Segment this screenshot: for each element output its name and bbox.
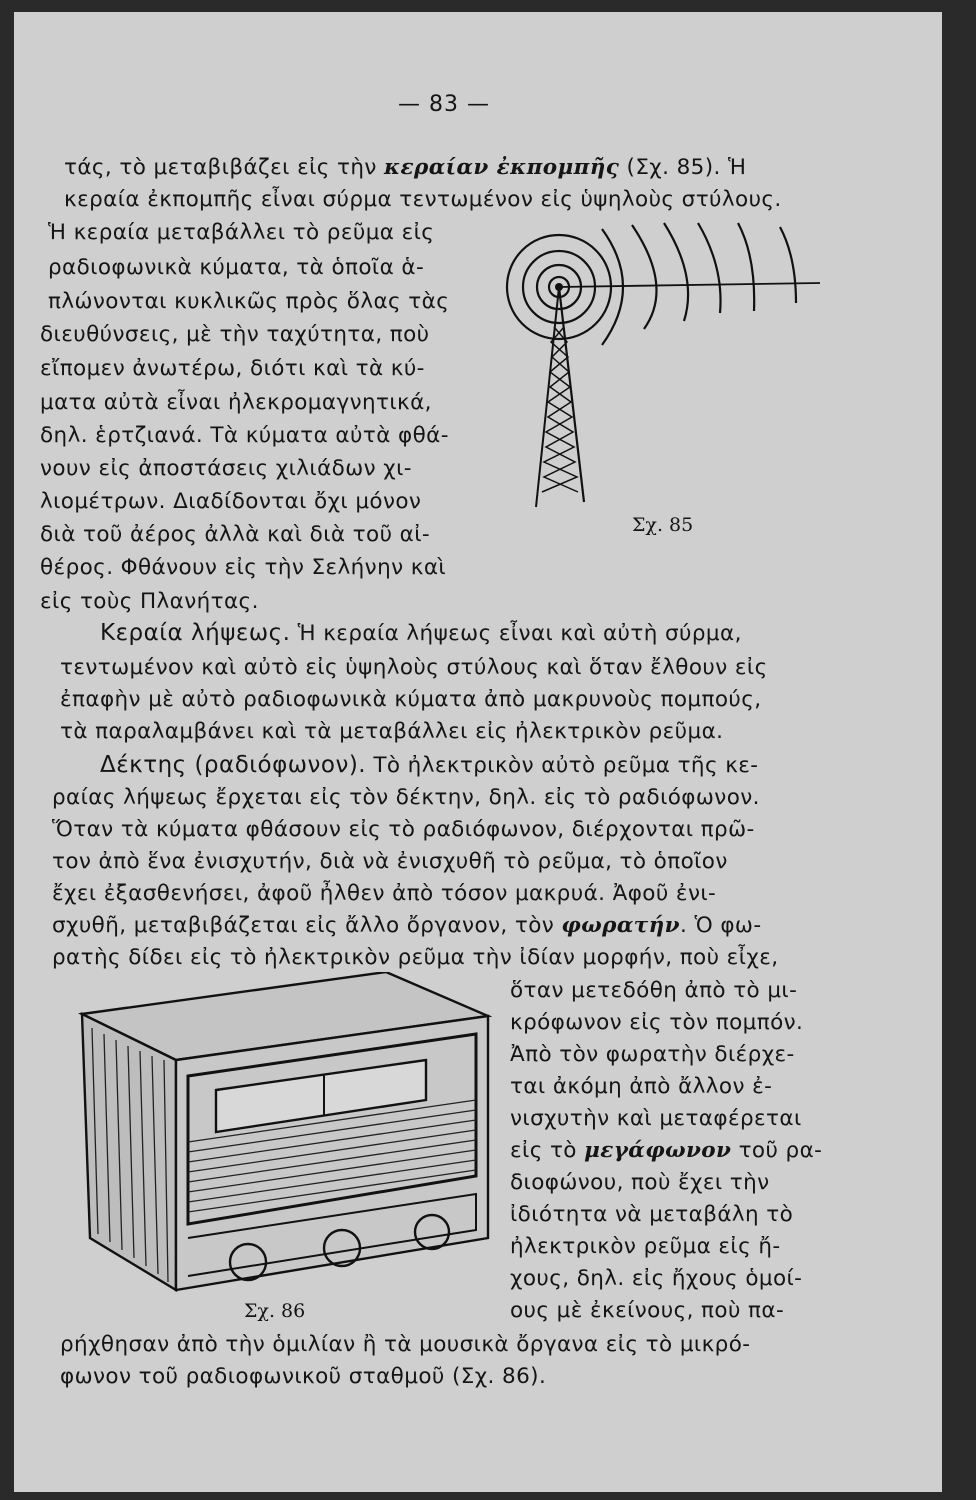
wave-arc xyxy=(698,223,721,313)
term-transmit-antenna: κεραίαν ἐκπομπῆς xyxy=(384,155,620,180)
text-line: δηλ. ἑρτζιανά. Τὰ κύματα αὐτὰ φθά- xyxy=(40,423,449,448)
text-segment: . Ὁ φω- xyxy=(680,913,762,938)
text-line: πλώνονται κυκλικῶς πρὸς ὅλας τὰς xyxy=(48,289,450,314)
text-line: λιομέτρων. Διαδίδονται ὄχι μόνον xyxy=(40,489,422,514)
term-detector: φωρατήν xyxy=(561,913,681,938)
text-line: χους, δηλ. εἰς ἤχους ὁμοί- xyxy=(510,1266,803,1291)
text-line: ὅταν μετεδόθη ἀπὸ τὸ μι- xyxy=(510,978,798,1003)
term-loudspeaker: μεγάφωνον xyxy=(584,1138,732,1163)
book-page xyxy=(14,12,942,1492)
text-segment: εἰς τὸ xyxy=(510,1138,585,1163)
text-line: φωνον τοῦ ραδιοφωνικοῦ σταθμοῦ (Σχ. 86). xyxy=(60,1364,547,1389)
text-line xyxy=(52,913,762,938)
text-line: ρήχθησαν ἀπὸ τὴν ὁμιλίαν ἢ τὰ μουσικὰ ὄργανα εἰς τὸ μικρό- xyxy=(60,1332,751,1357)
page-number: — 83 — xyxy=(398,92,490,117)
figure-85-antenna xyxy=(484,217,824,517)
tower-lattice xyxy=(542,327,577,492)
text-line: νισχυτὴν καὶ μεταφέρεται xyxy=(510,1106,802,1131)
text-line: τεντωμένον καὶ αὐτὸ εἰς ὑψηλοὺς στύλους καὶ ὅταν ἔλθουν εἰς xyxy=(60,655,768,680)
heading-receiver: Δέκτης (ραδιόφωνον). xyxy=(100,752,367,778)
text-line: ἐπαφὴν μὲ αὐτὸ ραδιοφωνικὰ κύματα ἀπὸ μακρυνοὺς πομπούς, xyxy=(60,687,762,712)
text-line: ρατὴς δίδει εἰς τὸ ἠλεκτρικὸν ρεῦμα τὴν ἰδίαν μορφήν, ποὺ εἶχε, xyxy=(52,945,779,970)
text-line: ἠλεκτρικὸν ρεῦμα εἰς ἤ- xyxy=(510,1234,781,1259)
text-line: Ἡ κεραία μεταβάλλει τὸ ρεῦμα εἰς xyxy=(48,220,435,245)
text-line: ἰδιότητα νὰ μεταβάλη τὸ xyxy=(510,1202,794,1227)
text-line xyxy=(100,620,742,646)
text-segment: Τὸ ἠλεκτρικὸν αὐτὸ ρεῦμα τῆς κε- xyxy=(366,753,759,778)
text-segment: (Σχ. 85). Ἡ xyxy=(619,155,747,180)
text-line: θέρος. Φθάνουν εἰς τὴν Σελήνην καὶ xyxy=(40,555,447,580)
text-line: Ἀπὸ τὸν φωρατὴν διέρχε- xyxy=(510,1042,795,1067)
figure-85-caption: Σχ. 85 xyxy=(632,514,694,536)
text-line: νουν εἰς ἀποστάσεις χιλιάδων χι- xyxy=(40,456,412,481)
wave-arc xyxy=(780,227,796,303)
text-line: διὰ τοῦ ἀέρος ἀλλὰ καὶ διὰ τοῦ αἰ- xyxy=(40,522,431,547)
text-segment: τοῦ ρα- xyxy=(731,1138,823,1163)
text-line xyxy=(510,1138,822,1163)
text-line: τον ἀπὸ ἕνα ἐνισχυτήν, διὰ νὰ ἐνισχυθῆ τὸ ρεῦμα, τὸ ὁποῖον xyxy=(52,849,728,874)
wave-arc xyxy=(632,225,657,329)
text-line: ραδιοφωνικὰ κύματα, τὰ ὁποῖα ἁ- xyxy=(48,255,425,280)
antenna-wire xyxy=(559,283,820,287)
wave-arc xyxy=(664,223,688,321)
text-line: κεραία ἐκπομπῆς εἶναι σύρμα τεντωμένον εἰς ὑψηλοὺς στύλους. xyxy=(64,187,782,212)
text-line: ἔχει ἐξασθενήσει, ἀφοῦ ἦλθεν ἀπὸ τόσον μακρυά. Ἀφοῦ ἐνι- xyxy=(52,881,717,906)
text-line: τὰ παραλαμβάνει καὶ τὰ μεταβάλλει εἰς ἠλεκτρικὸν ρεῦμα. xyxy=(60,719,724,744)
text-line xyxy=(100,752,758,778)
text-line: ραίας λήψεως ἔρχεται εἰς τὸν δέκτην, δηλ. εἰς τὸ ραδιόφωνον. xyxy=(52,785,760,810)
text-line: εἴπομεν ἀνωτέρω, διότι καὶ τὰ κύ- xyxy=(40,356,425,381)
text-line: εἰς τοὺς Πλανήτας. xyxy=(40,589,259,614)
text-line: Ὅταν τὰ κύματα φθάσουν εἰς τὸ ραδιόφωνον, διέρχονται πρῶ- xyxy=(52,817,755,842)
figure-86-caption: Σχ. 86 xyxy=(244,1300,306,1322)
figure-86-radio xyxy=(76,972,506,1302)
wave-arc xyxy=(738,223,754,311)
text-line: διοφώνου, ποὺ ἔχει τὴν xyxy=(510,1170,770,1195)
text-line: ται ἀκόμη ἀπὸ ἄλλον ἐ- xyxy=(510,1074,773,1099)
radio-cabinet-front xyxy=(176,1016,488,1290)
text-line: ους μὲ ἐκείνους, ποὺ πα- xyxy=(510,1298,785,1323)
heading-receiving-antenna: Κεραία λήψεως. xyxy=(100,620,291,646)
text-line: ματα αὐτὰ εἶναι ἠλεκρομαγνητικά, xyxy=(40,390,432,415)
antenna-tip xyxy=(555,283,563,291)
text-segment: σχυθῆ, μεταβιβάζεται εἰς ἄλλο ὄργανον, τὸν xyxy=(52,913,562,938)
text-line xyxy=(64,155,746,180)
text-segment: Ἡ κεραία λήψεως εἶναι καὶ αὐτὴ σύρμα, xyxy=(290,621,742,646)
text-line: διευθύνσεις, μὲ τὴν ταχύτητα, ποὺ xyxy=(40,322,430,347)
text-segment: τάς, τὸ μεταβιβάζει εἰς τὴν xyxy=(64,155,385,180)
text-line: κρόφωνον εἰς τὸν πομπόν. xyxy=(510,1010,804,1035)
